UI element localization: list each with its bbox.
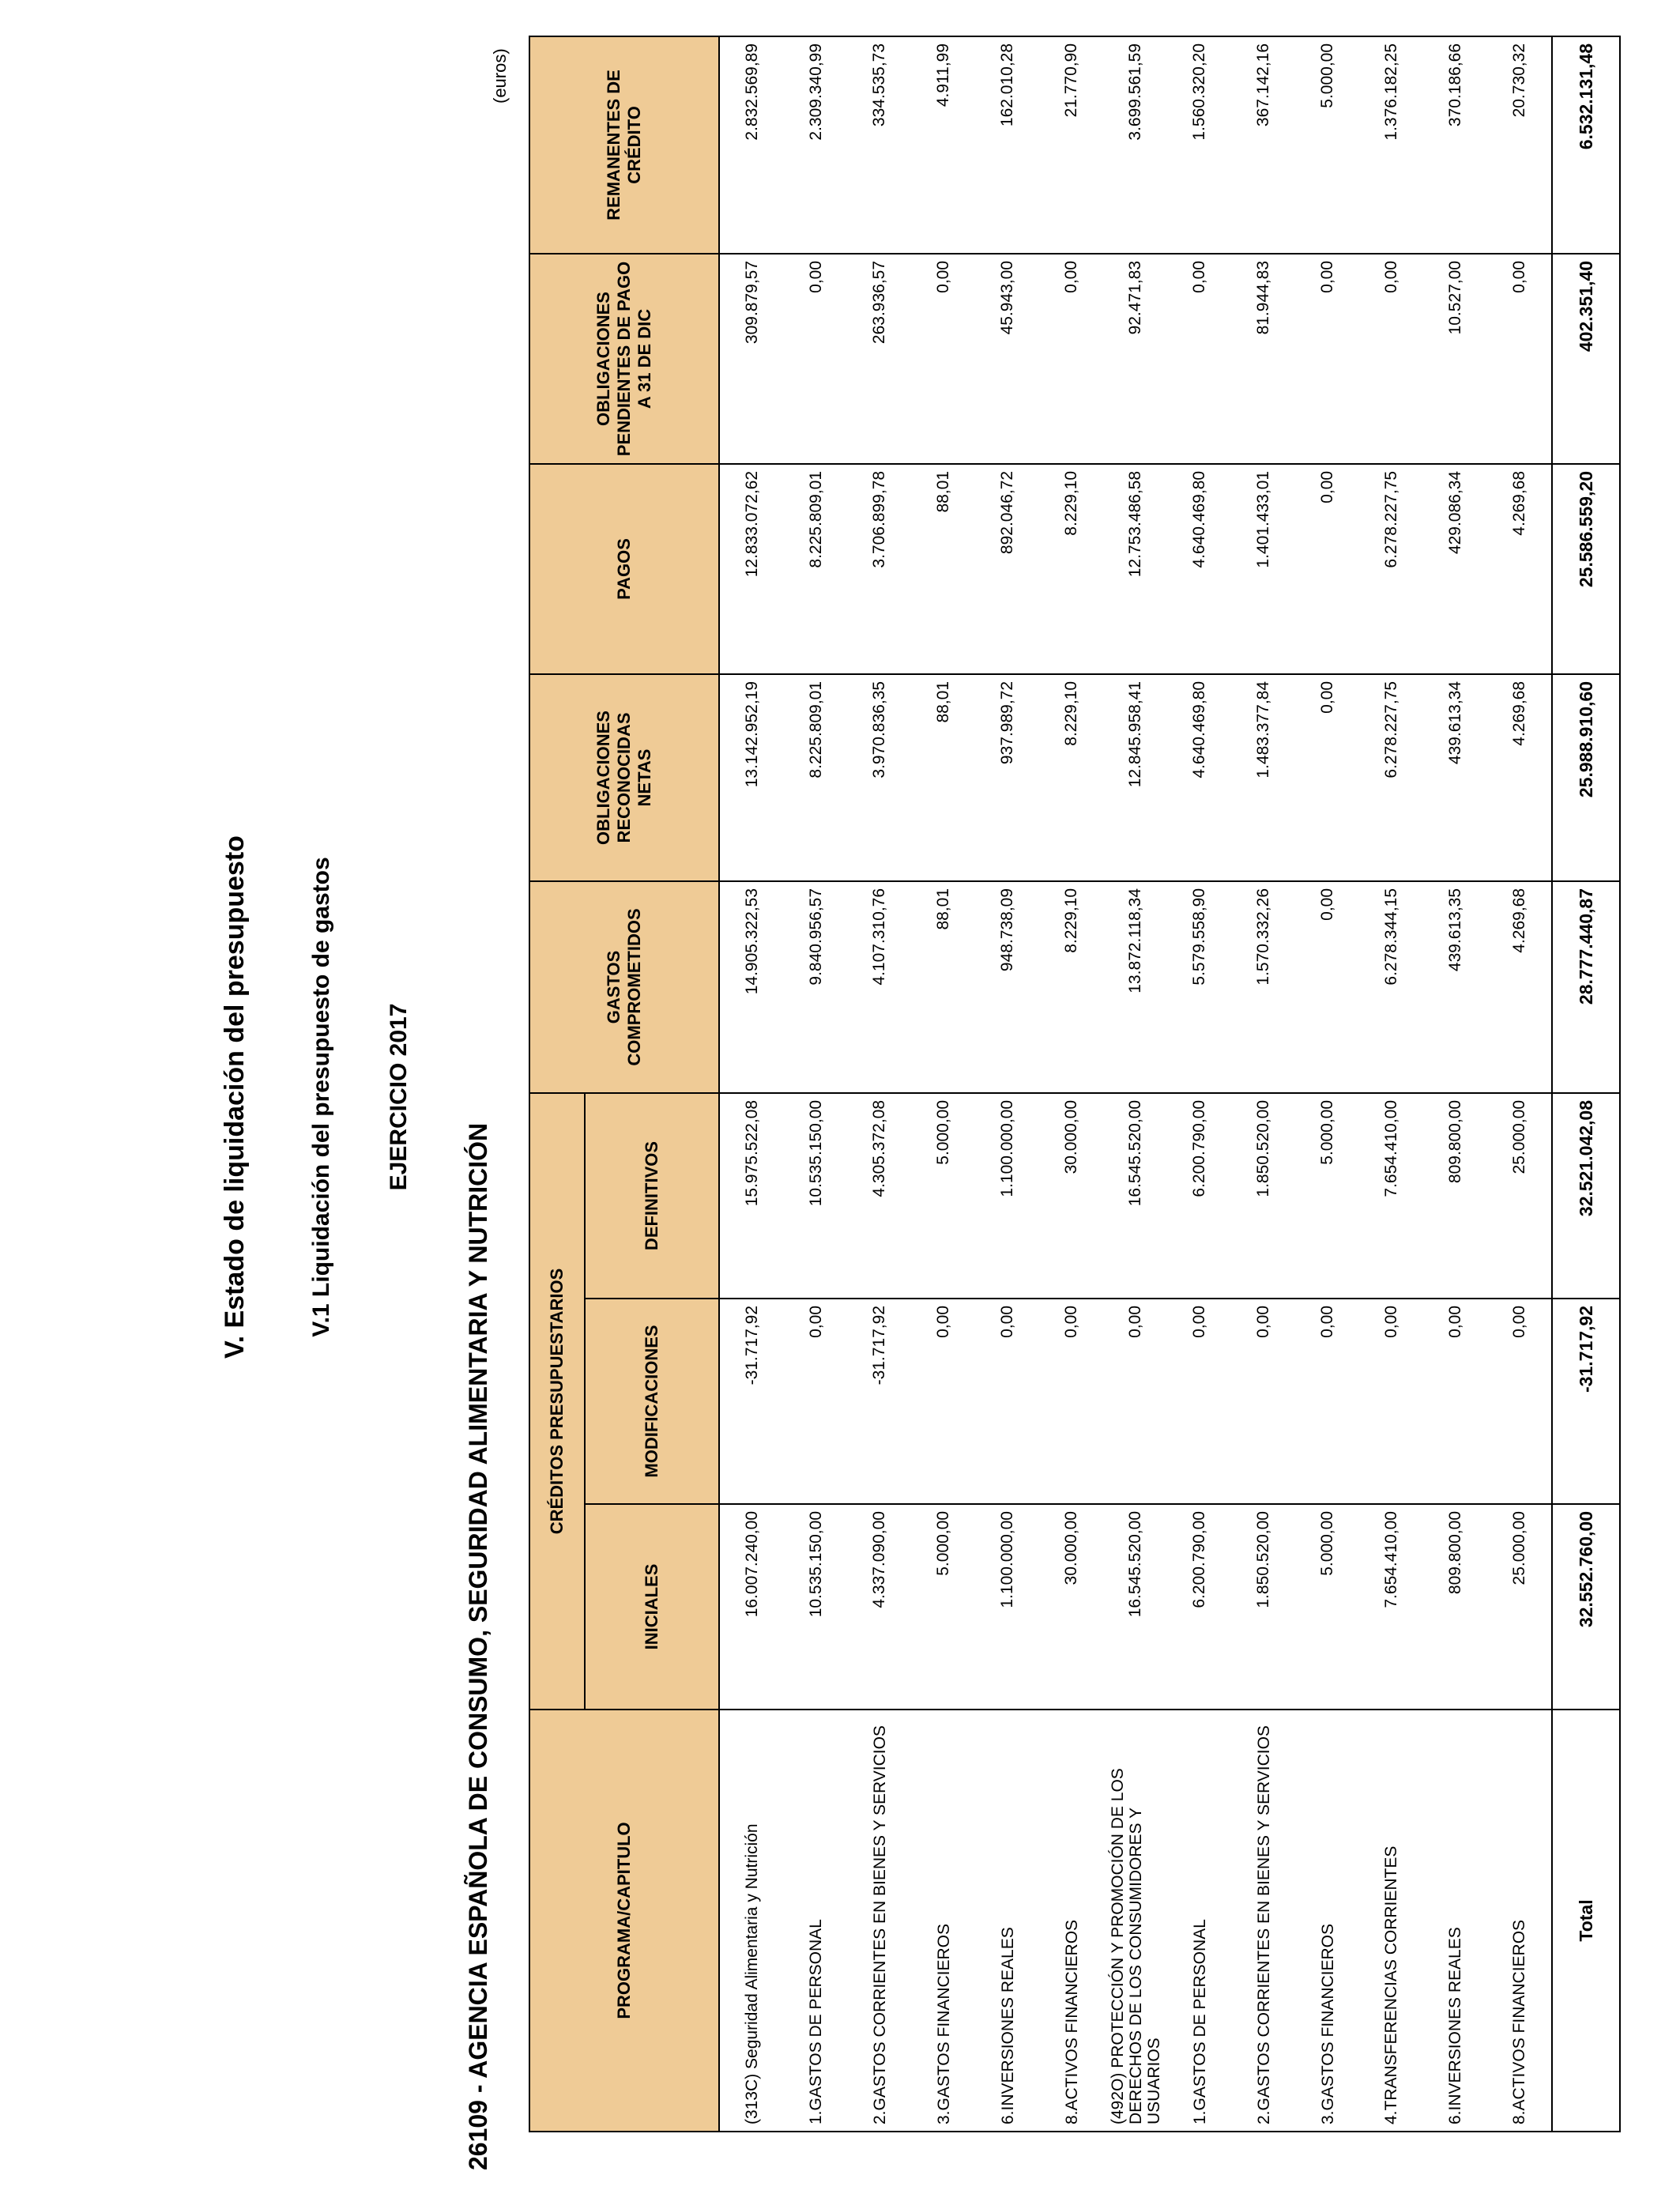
cell-comprometidos: 6.278.344,15 xyxy=(1360,881,1424,1093)
cell-remanentes: 162.010,28 xyxy=(976,36,1040,254)
cell-comprometidos: 5.579.558,90 xyxy=(1168,881,1232,1093)
header-definitivos: DEFINITIVOS xyxy=(585,1093,719,1299)
cell-remanentes: 334.535,73 xyxy=(848,36,912,254)
cell-obligaciones: 937.989,72 xyxy=(976,674,1040,881)
cell-definitivos: 15.975.522,08 xyxy=(719,1093,784,1299)
cell-iniciales: 25.000,00 xyxy=(1487,1504,1552,1710)
cell-comprometidos: 8.229,10 xyxy=(1040,881,1104,1093)
document-title: V. Estado de liquidación del presupuesto xyxy=(220,835,250,1359)
row-label: 6.INVERSIONES REALES xyxy=(1423,1710,1487,2132)
cell-definitivos: 10.535.150,00 xyxy=(784,1093,848,1299)
cell-obligaciones: 4.640.469,80 xyxy=(1168,674,1232,881)
cell-iniciales: 5.000,00 xyxy=(912,1504,976,1710)
cell-comprometidos: 0,00 xyxy=(1296,881,1360,1093)
header-modificaciones: MODIFICACIONES xyxy=(585,1299,719,1504)
row-label: 2.GASTOS CORRIENTES EN BIENES Y SERVICIOS xyxy=(1232,1710,1296,2132)
cell-pagos: 1.401.433,01 xyxy=(1232,464,1296,674)
cell-remanentes: 1.560.320,20 xyxy=(1168,36,1232,254)
row-label: 3.GASTOS FINANCIEROS xyxy=(1296,1710,1360,2132)
cell-pendientes: 0,00 xyxy=(1040,254,1104,464)
row-label: 2.GASTOS CORRIENTES EN BIENES Y SERVICIOS xyxy=(848,1710,912,2132)
total-iniciales: 32.552.760,00 xyxy=(1552,1504,1620,1710)
cell-iniciales: 4.337.090,00 xyxy=(848,1504,912,1710)
table-row xyxy=(976,36,1040,2132)
row-label: 1.GASTOS DE PERSONAL xyxy=(784,1710,848,2132)
cell-pagos: 12.753.486,58 xyxy=(1104,464,1168,674)
cell-obligaciones: 12.845.958,41 xyxy=(1104,674,1168,881)
header-iniciales: INICIALES xyxy=(585,1504,719,1710)
cell-pendientes: 0,00 xyxy=(1487,254,1552,464)
cell-iniciales: 5.000,00 xyxy=(1296,1504,1360,1710)
cell-definitivos: 6.200.790,00 xyxy=(1168,1093,1232,1299)
cell-obligaciones: 1.483.377,84 xyxy=(1232,674,1296,881)
cell-comprometidos: 1.570.332,26 xyxy=(1232,881,1296,1093)
cell-modificaciones: 0,00 xyxy=(1104,1299,1168,1504)
cell-pendientes: 0,00 xyxy=(784,254,848,464)
cell-obligaciones: 88,01 xyxy=(912,674,976,881)
cell-obligaciones: 8.229,10 xyxy=(1040,674,1104,881)
total-definitivos: 32.521.042,08 xyxy=(1552,1093,1620,1299)
cell-modificaciones: 0,00 xyxy=(1360,1299,1424,1504)
cell-comprometidos: 4.107.310,76 xyxy=(848,881,912,1093)
cell-pagos: 4.269,68 xyxy=(1487,464,1552,674)
cell-obligaciones: 0,00 xyxy=(1296,674,1360,881)
table-row xyxy=(912,36,976,2132)
cell-comprometidos: 14.905.322,53 xyxy=(719,881,784,1093)
cell-obligaciones: 3.970.836,35 xyxy=(848,674,912,881)
cell-definitivos: 7.654.410,00 xyxy=(1360,1093,1424,1299)
table-row xyxy=(1040,36,1104,2132)
cell-pendientes: 92.471,83 xyxy=(1104,254,1168,464)
table-row xyxy=(719,36,784,2132)
cell-definitivos: 809.800,00 xyxy=(1423,1093,1487,1299)
section-title: V.1 Liquidación del presupuesto de gastos xyxy=(308,857,334,1337)
cell-pendientes: 45.943,00 xyxy=(976,254,1040,464)
row-label: 4.TRANSFERENCIAS CORRIENTES xyxy=(1360,1710,1424,2132)
row-label: (492O) PROTECCIÓN Y PROMOCIÓN DE LOS DERECHOS DE LOS CONSUMIDORES Y USUARIOS xyxy=(1104,1710,1168,2132)
cell-pendientes: 0,00 xyxy=(912,254,976,464)
cell-obligaciones: 4.269,68 xyxy=(1487,674,1552,881)
cell-pagos: 88,01 xyxy=(912,464,976,674)
cell-modificaciones: -31.717,92 xyxy=(848,1299,912,1504)
cell-modificaciones: -31.717,92 xyxy=(719,1299,784,1504)
fiscal-year: EJERCICIO 2017 xyxy=(386,1003,412,1191)
cell-definitivos: 16.545.520,00 xyxy=(1104,1093,1168,1299)
cell-remanentes: 1.376.182,25 xyxy=(1360,36,1424,254)
cell-pendientes: 81.944,83 xyxy=(1232,254,1296,464)
cell-iniciales: 6.200.790,00 xyxy=(1168,1504,1232,1710)
table-body xyxy=(719,36,1620,2132)
cell-pagos: 429.086,34 xyxy=(1423,464,1487,674)
cell-remanentes: 2.309.340,99 xyxy=(784,36,848,254)
cell-iniciales: 30.000,00 xyxy=(1040,1504,1104,1710)
header-group-creditos: CRÉDITOS PRESUPUESTARIOS xyxy=(529,1093,585,1710)
total-comprometidos: 28.777.440,87 xyxy=(1552,881,1620,1093)
cell-pagos: 3.706.899,78 xyxy=(848,464,912,674)
total-row xyxy=(1552,36,1620,2132)
cell-pagos: 8.229,10 xyxy=(1040,464,1104,674)
cell-remanentes: 3.699.561,59 xyxy=(1104,36,1168,254)
cell-remanentes: 5.000,00 xyxy=(1296,36,1360,254)
cell-remanentes: 21.770,90 xyxy=(1040,36,1104,254)
cell-obligaciones: 13.142.952,19 xyxy=(719,674,784,881)
cell-pagos: 6.278.227,75 xyxy=(1360,464,1424,674)
cell-pendientes: 0,00 xyxy=(1360,254,1424,464)
table-row xyxy=(1168,36,1232,2132)
cell-iniciales: 16.545.520,00 xyxy=(1104,1504,1168,1710)
row-label: 1.GASTOS DE PERSONAL xyxy=(1168,1710,1232,2132)
cell-definitivos: 1.850.520,00 xyxy=(1232,1093,1296,1299)
row-label: 8.ACTIVOS FINANCIEROS xyxy=(1487,1710,1552,2132)
cell-comprometidos: 439.613,35 xyxy=(1423,881,1487,1093)
units-label: (euros) xyxy=(490,48,510,104)
table-row xyxy=(1423,36,1487,2132)
table-row xyxy=(848,36,912,2132)
cell-modificaciones: 0,00 xyxy=(784,1299,848,1504)
cell-modificaciones: 0,00 xyxy=(1040,1299,1104,1504)
cell-remanentes: 4.911,99 xyxy=(912,36,976,254)
cell-comprometidos: 4.269,68 xyxy=(1487,881,1552,1093)
cell-definitivos: 1.100.000,00 xyxy=(976,1093,1040,1299)
cell-iniciales: 809.800,00 xyxy=(1423,1504,1487,1710)
cell-definitivos: 4.305.372,08 xyxy=(848,1093,912,1299)
entity-heading: 26109 - AGENCIA ESPAÑOLA DE CONSUMO, SEGURIDAD ALIMENTARIA Y NUTRICIÓN xyxy=(464,1122,492,2170)
cell-definitivos: 25.000,00 xyxy=(1487,1093,1552,1299)
cell-definitivos: 5.000,00 xyxy=(912,1093,976,1299)
cell-pendientes: 309.879,57 xyxy=(719,254,784,464)
cell-comprometidos: 13.872.118,34 xyxy=(1104,881,1168,1093)
cell-iniciales: 16.007.240,00 xyxy=(719,1504,784,1710)
total-label: Total xyxy=(1552,1710,1620,2132)
header-programa: PROGRAMA/CAPITULO xyxy=(529,1710,719,2132)
cell-modificaciones: 0,00 xyxy=(976,1299,1040,1504)
cell-pagos: 4.640.469,80 xyxy=(1168,464,1232,674)
cell-modificaciones: 0,00 xyxy=(1232,1299,1296,1504)
header-pagos: PAGOS xyxy=(529,464,719,674)
table-row xyxy=(1487,36,1552,2132)
header-pendientes: OBLIGACIONES PENDIENTES DE PAGO A 31 DE DIC xyxy=(529,254,719,464)
table-row xyxy=(784,36,848,2132)
cell-definitivos: 30.000,00 xyxy=(1040,1093,1104,1299)
cell-obligaciones: 439.613,34 xyxy=(1423,674,1487,881)
cell-iniciales: 1.100.000,00 xyxy=(976,1504,1040,1710)
table-row xyxy=(1104,36,1168,2132)
total-obligaciones: 25.988.910,60 xyxy=(1552,674,1620,881)
cell-modificaciones: 0,00 xyxy=(1423,1299,1487,1504)
cell-pagos: 12.833.072,62 xyxy=(719,464,784,674)
total-remanentes: 6.532.131,48 xyxy=(1552,36,1620,254)
cell-iniciales: 7.654.410,00 xyxy=(1360,1504,1424,1710)
table-row xyxy=(1360,36,1424,2132)
cell-modificaciones: 0,00 xyxy=(1487,1299,1552,1504)
cell-pagos: 892.046,72 xyxy=(976,464,1040,674)
cell-modificaciones: 0,00 xyxy=(912,1299,976,1504)
cell-modificaciones: 0,00 xyxy=(1296,1299,1360,1504)
cell-pendientes: 263.936,57 xyxy=(848,254,912,464)
total-pagos: 25.586.559,20 xyxy=(1552,464,1620,674)
cell-iniciales: 10.535.150,00 xyxy=(784,1504,848,1710)
cell-remanentes: 367.142,16 xyxy=(1232,36,1296,254)
cell-pendientes: 10.527,00 xyxy=(1423,254,1487,464)
budget-table xyxy=(529,36,1621,2132)
total-pendientes: 402.351,40 xyxy=(1552,254,1620,464)
row-label: 3.GASTOS FINANCIEROS xyxy=(912,1710,976,2132)
header-obligaciones: OBLIGACIONES RECONOCIDAS NETAS xyxy=(529,674,719,881)
table-row xyxy=(1296,36,1360,2132)
cell-obligaciones: 8.225.809,01 xyxy=(784,674,848,881)
cell-pagos: 0,00 xyxy=(1296,464,1360,674)
row-label: 6.INVERSIONES REALES xyxy=(976,1710,1040,2132)
cell-remanentes: 20.730,32 xyxy=(1487,36,1552,254)
cell-comprometidos: 9.840.956,57 xyxy=(784,881,848,1093)
cell-comprometidos: 948.738,09 xyxy=(976,881,1040,1093)
cell-pendientes: 0,00 xyxy=(1168,254,1232,464)
total-modificaciones: -31.717,92 xyxy=(1552,1299,1620,1504)
table-row xyxy=(1232,36,1296,2132)
cell-remanentes: 370.186,66 xyxy=(1423,36,1487,254)
row-label: 8.ACTIVOS FINANCIEROS xyxy=(1040,1710,1104,2132)
cell-definitivos: 5.000,00 xyxy=(1296,1093,1360,1299)
cell-pendientes: 0,00 xyxy=(1296,254,1360,464)
header-remanentes: REMANENTES DE CRÉDITO xyxy=(529,36,719,254)
cell-iniciales: 1.850.520,00 xyxy=(1232,1504,1296,1710)
cell-comprometidos: 88,01 xyxy=(912,881,976,1093)
cell-obligaciones: 6.278.227,75 xyxy=(1360,674,1424,881)
row-label: (313C) Seguridad Alimentaria y Nutrición xyxy=(719,1710,784,2132)
cell-remanentes: 2.832.569,89 xyxy=(719,36,784,254)
cell-modificaciones: 0,00 xyxy=(1168,1299,1232,1504)
header-comprometidos: GASTOS COMPROMETIDOS xyxy=(529,881,719,1093)
cell-pagos: 8.225.809,01 xyxy=(784,464,848,674)
